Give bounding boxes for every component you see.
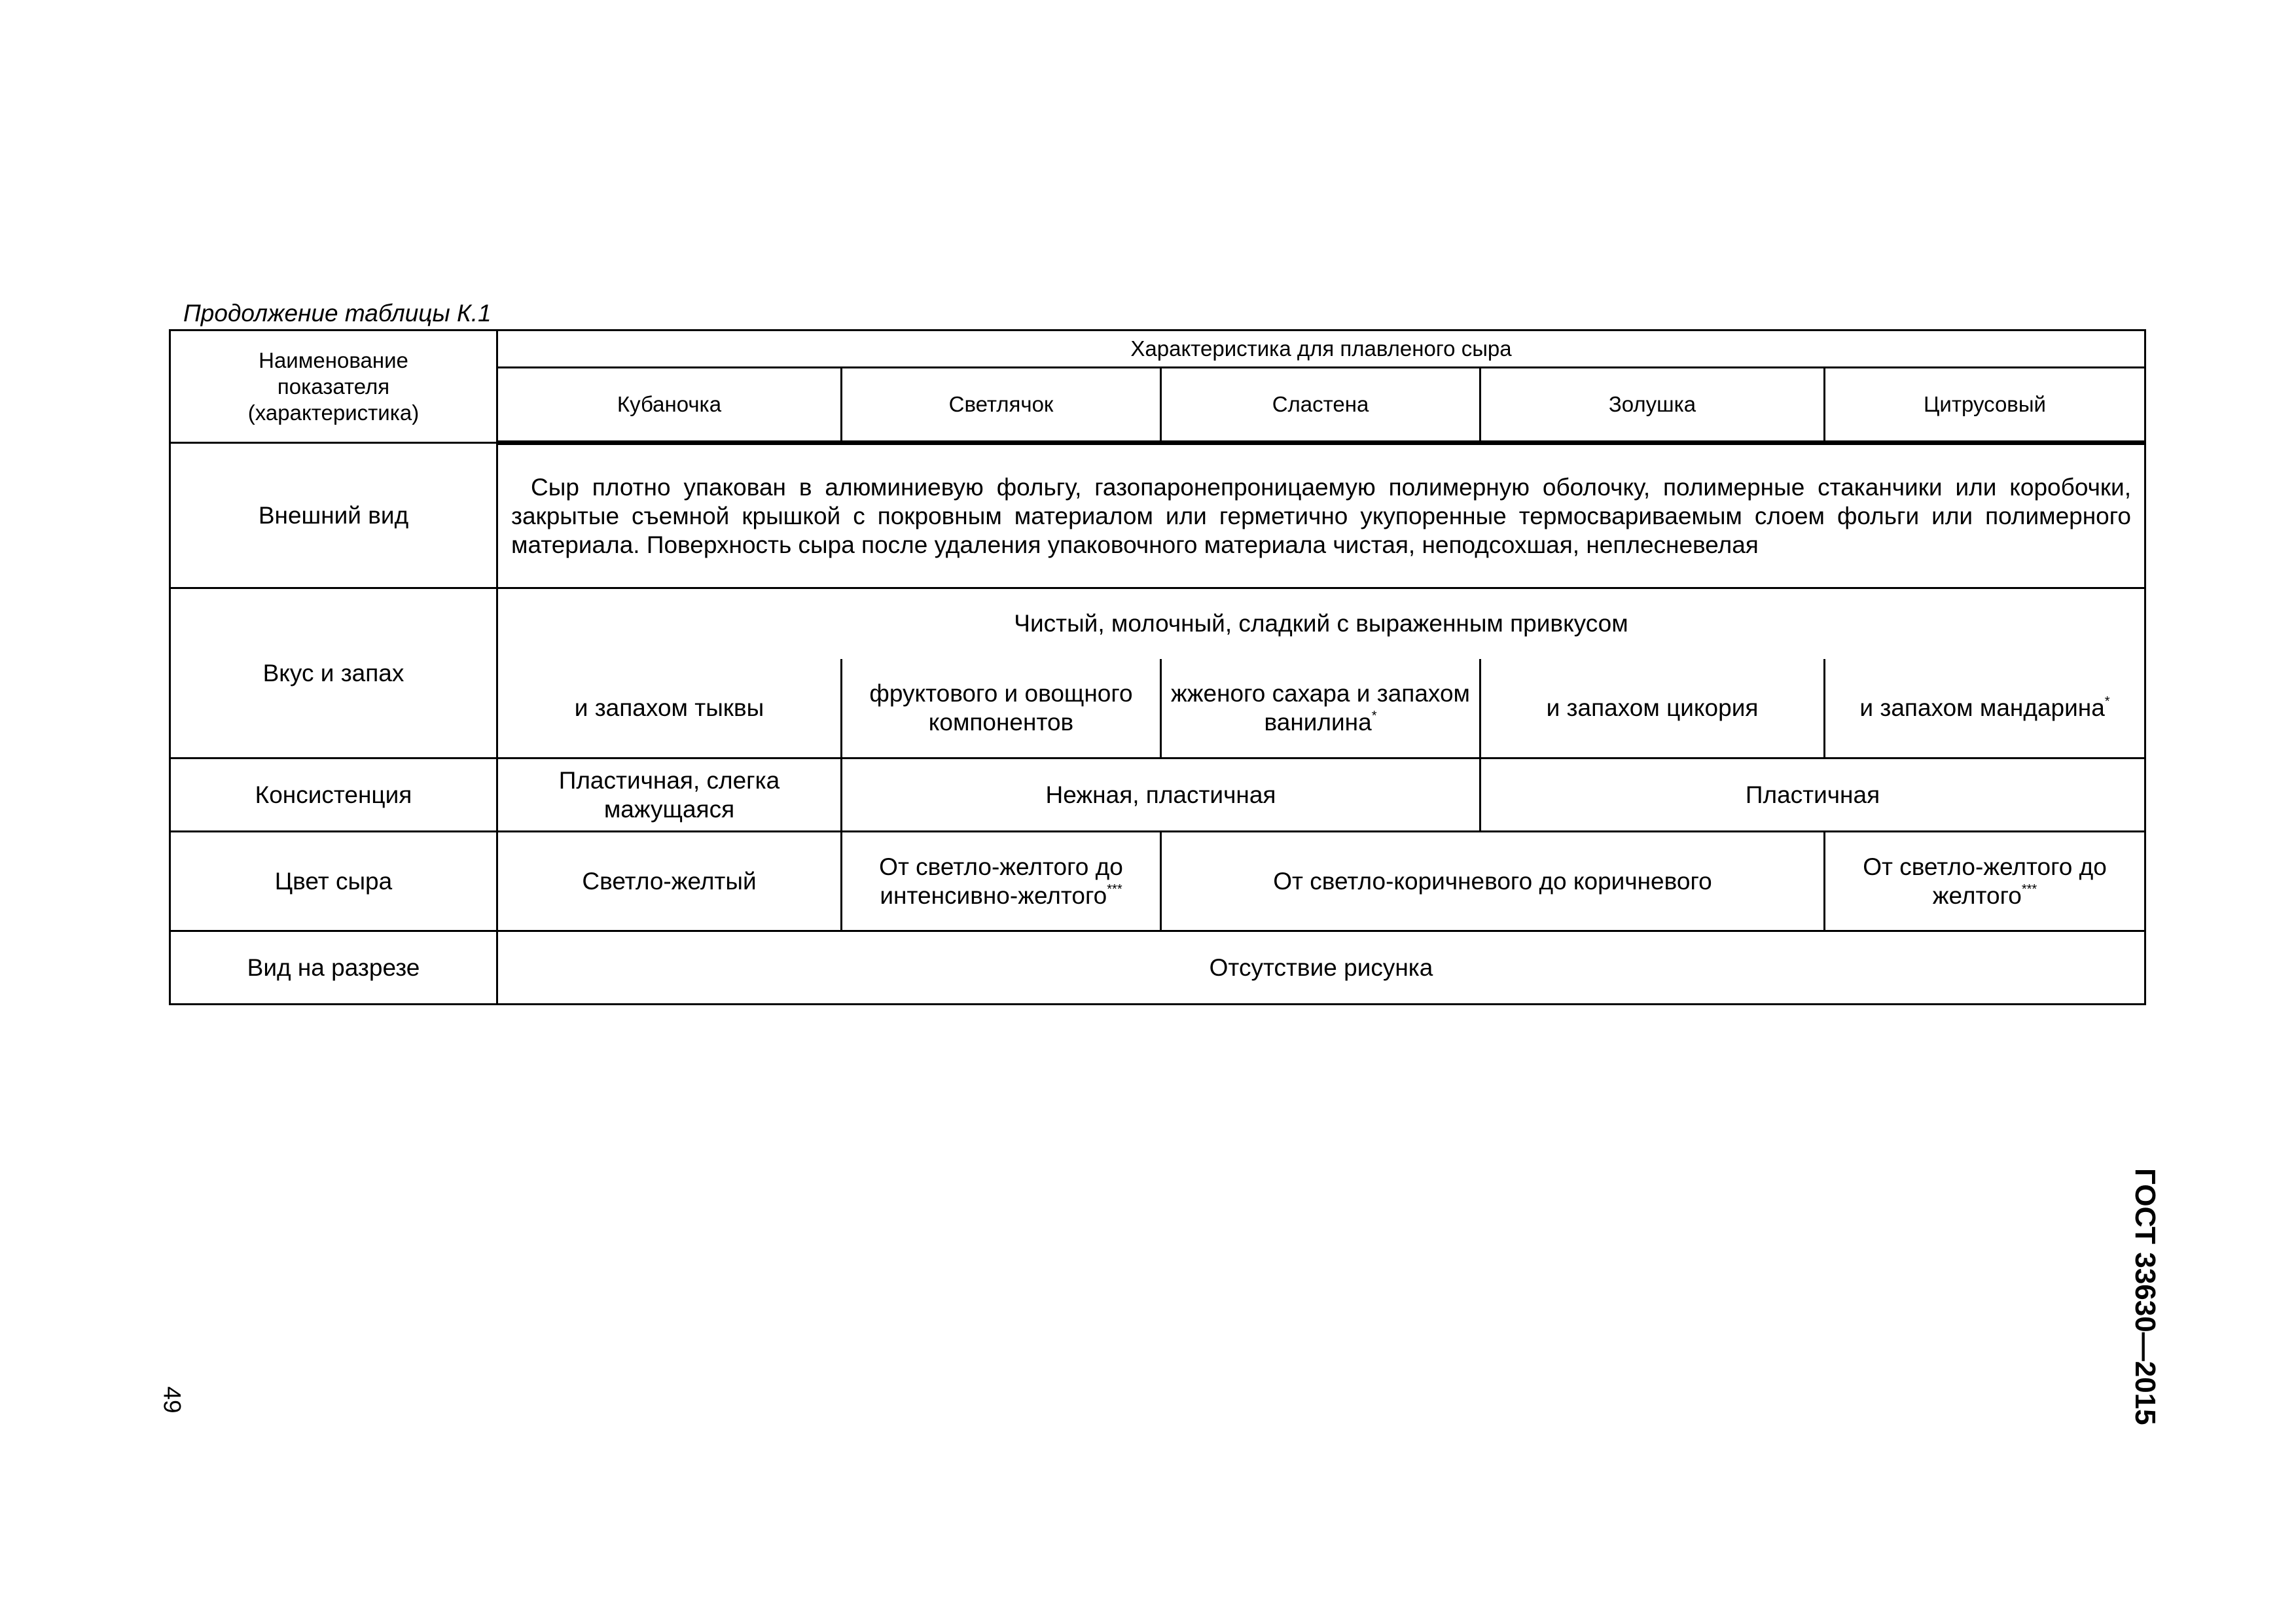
taste-common: Чистый, молочный, сладкий с выраженным привкусом [497,588,2145,659]
row-label-consistency: Консистенция [170,758,497,832]
row-label-cut: Вид на разрезе [170,931,497,1005]
row-cut [170,931,2145,1005]
header-row-group [170,330,2145,368]
page-number: 49 [158,1386,186,1414]
row-label-taste: Вкус и запах [170,588,497,758]
header-col-citrusovyi: Цитрусовый [1825,368,2145,443]
row-label-appearance: Внешний вид [170,443,497,588]
color-kubanochka: Светло-желтый [497,832,842,931]
header-col-slastena: Сластена [1161,368,1480,443]
color-slastena-zolushka: От светло-коричневого до коричневого [1161,832,1825,931]
header-group: Характеристика для плавленого сыра [497,330,2145,368]
row-label-color: Цвет сыра [170,832,497,931]
consistency-kubanochka: Пластичная, слегка мажущаяся [497,758,842,832]
taste-kubanochka: и запахом тыквы [497,659,842,758]
color-svetlyachok: От светло-желтого до интенсивно-желтого*** [842,832,1161,931]
taste-slastena: жженого сахара и запахом ванилина* [1161,659,1480,758]
color-citrusovyi: От светло-желтого до желтого*** [1825,832,2145,931]
consistency-zolushka-citrusovyi: Пластичная [1480,758,2145,832]
table-caption: Продолжение таблицы К.1 [183,300,492,327]
taste-citrusovyi: и запахом мандарина* [1825,659,2145,758]
header-col-kubanochka: Кубаночка [497,368,842,443]
header-col-svetlyachok: Светлячок [842,368,1161,443]
row-taste-common [170,588,2145,659]
cut-value: Отсутствие рисунка [497,931,2145,1005]
appearance-value: Сыр плотно упакован в алюминиевую фольгу, газопаронепроницаемую полимерную оболочку, полимерные стаканчики или коробочки, закрытые съемной крышкой с покровным материалом или герметично укупоренные термосвариваемым слоем фольги или полимерного материала. Поверхность сыра после удаления упаковочного материала чистая, неподсохшая, неплесневелая [497,443,2145,588]
characteristics-table [169,329,2146,1005]
row-consistency [170,758,2145,832]
row-appearance [170,443,2145,588]
standard-code: ГОСТ 33630—2015 [2129,1168,2161,1425]
taste-svetlyachok: фруктового и овощного компонентов [842,659,1161,758]
header-col-zolushka: Золушка [1480,368,1825,443]
header-indicator: Наименование показателя (характеристика) [170,330,497,443]
row-color [170,832,2145,931]
consistency-svetlyachok-slastena: Нежная, пластичная [842,758,1480,832]
taste-zolushka: и запахом цикория [1480,659,1825,758]
